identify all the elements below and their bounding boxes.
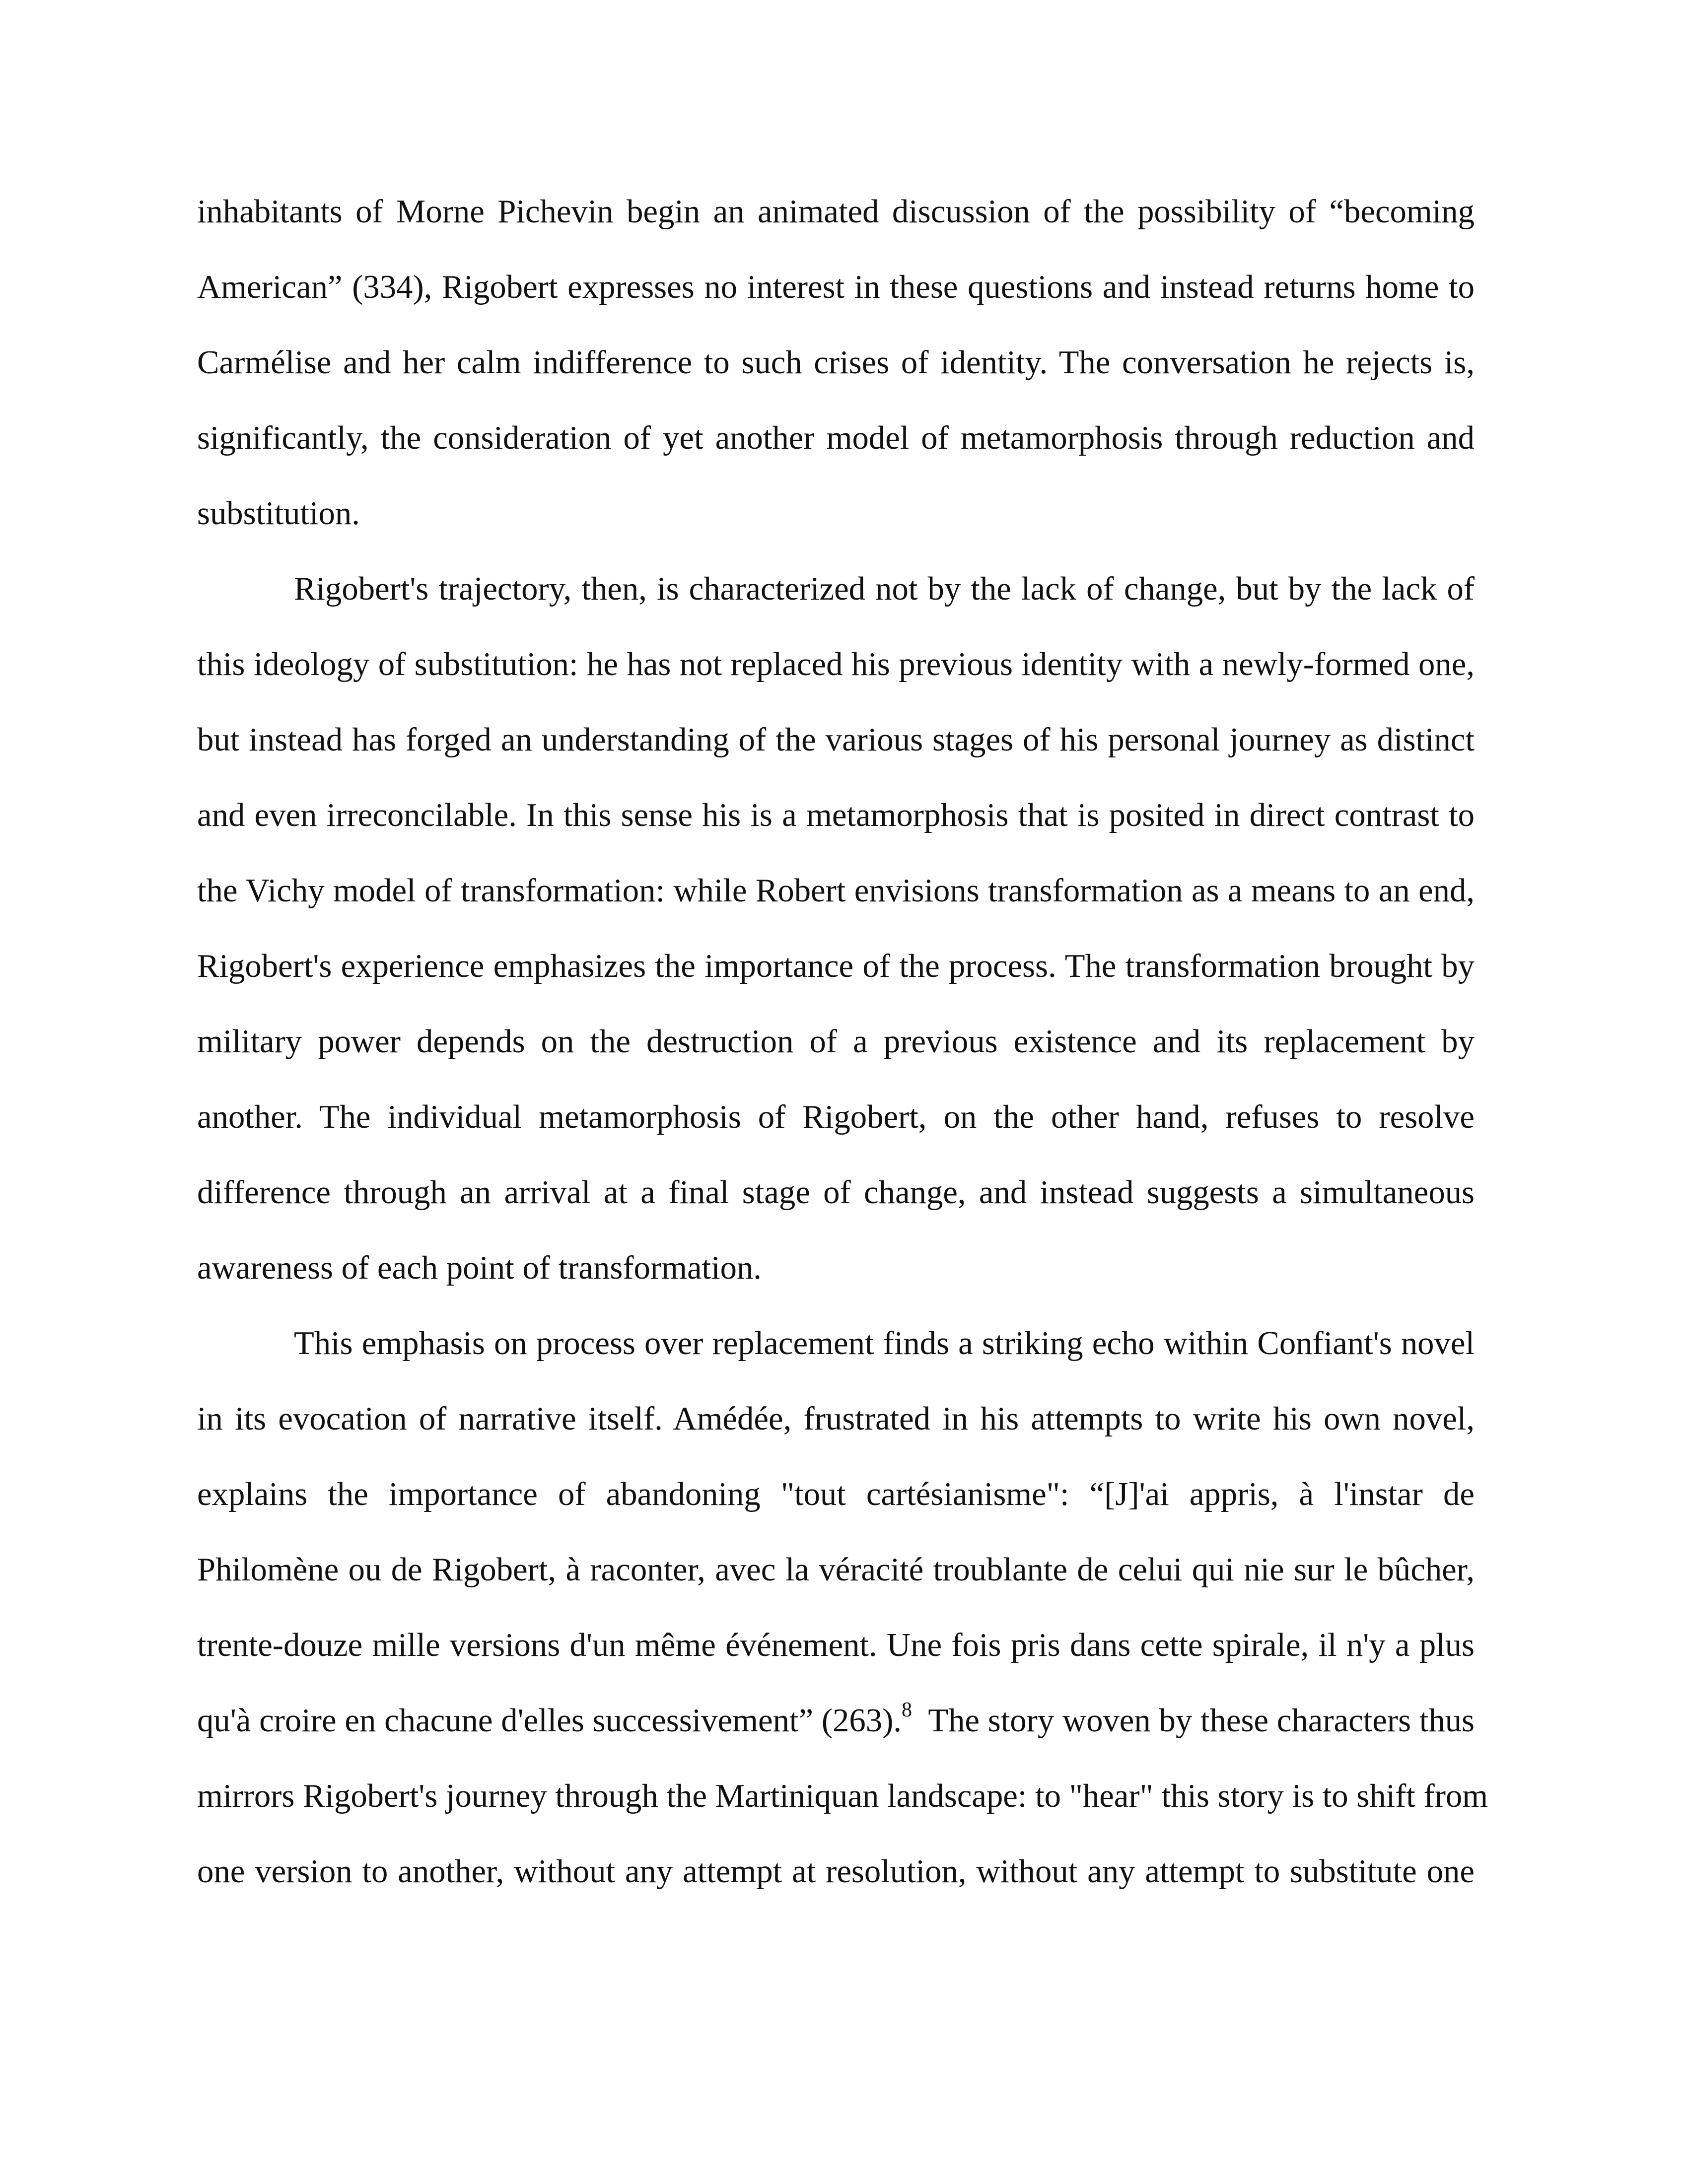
text-line: difference through an arrival at a final stage of change, and instead suggests a simultaneous — [197, 1174, 1475, 1211]
text-line-with-footnote — [197, 1683, 1475, 1759]
text-line: another. The individual metamorphosis of Rigobert, on the other hand, refuses to resolve — [197, 1099, 1475, 1135]
text-line: trente-douze mille versions d'un même événement. Une fois pris dans cette spirale, il n'y a plus — [197, 1627, 1475, 1663]
text-line: and even irreconcilable. In this sense his is a metamorphosis that is posited in direct contrast to — [197, 797, 1475, 833]
paragraph-2 — [197, 551, 1475, 1306]
text-line: inhabitants of Morne Pichevin begin an animated discussion of the possibility of “becoming — [197, 194, 1475, 230]
document-page — [197, 174, 1488, 1910]
text-line: Philomène ou de Rigobert, à raconter, avec la véracité troublante de celui qui nie sur le bûcher, — [197, 1552, 1475, 1588]
text-line: military power depends on the destruction of a previous existence and its replacement by — [197, 1024, 1475, 1060]
text-segment: qu'à croire en chacune d'elles successivement” (263). — [197, 1703, 902, 1739]
text-line: This emphasis on process over replacement finds a striking echo within Confiant's novel — [294, 1325, 1475, 1362]
text-line: the Vichy model of transformation: while Robert envisions transformation as a means to an end, — [197, 873, 1475, 909]
text-line: one version to another, without any attempt at resolution, without any attempt to substitute one — [197, 1853, 1475, 1890]
text-line: Rigobert's experience emphasizes the importance of the process. The transformation brought by — [197, 948, 1475, 984]
paragraph-3 — [197, 1306, 1488, 1910]
text-line: significantly, the consideration of yet another model of metamorphosis through reduction and — [197, 420, 1475, 456]
text-line: Rigobert's trajectory, then, is characterized not by the lack of change, but by the lack of — [294, 571, 1475, 607]
text-line: but instead has forged an understanding of the various stages of his personal journey as distinct — [197, 722, 1475, 758]
paragraph-1 — [197, 174, 1475, 551]
text-line: mirrors Rigobert's journey through the Martiniquan landscape: to "hear" this story is to shift from — [197, 1778, 1488, 1814]
text-line: substitution. — [197, 495, 360, 532]
text-line: explains the importance of abandoning "tout cartésianisme": “[J]'ai appris, à l'instar de — [197, 1476, 1475, 1512]
text-line: American” (334), Rigobert expresses no interest in these questions and instead returns home to — [197, 269, 1475, 305]
text-line: this ideology of substitution: he has not replaced his previous identity with a newly-formed one, — [197, 646, 1475, 682]
text-segment: The story woven by these characters thus — [912, 1703, 1475, 1739]
text-line: in its evocation of narrative itself. Amédée, frustrated in his attempts to write his own novel, — [197, 1401, 1475, 1437]
text-line: Carmélise and her calm indifference to such crises of identity. The conversation he rejects is, — [197, 344, 1475, 381]
footnote-reference[interactable]: 8 — [901, 1699, 912, 1721]
text-line: awareness of each point of transformation. — [197, 1250, 762, 1286]
